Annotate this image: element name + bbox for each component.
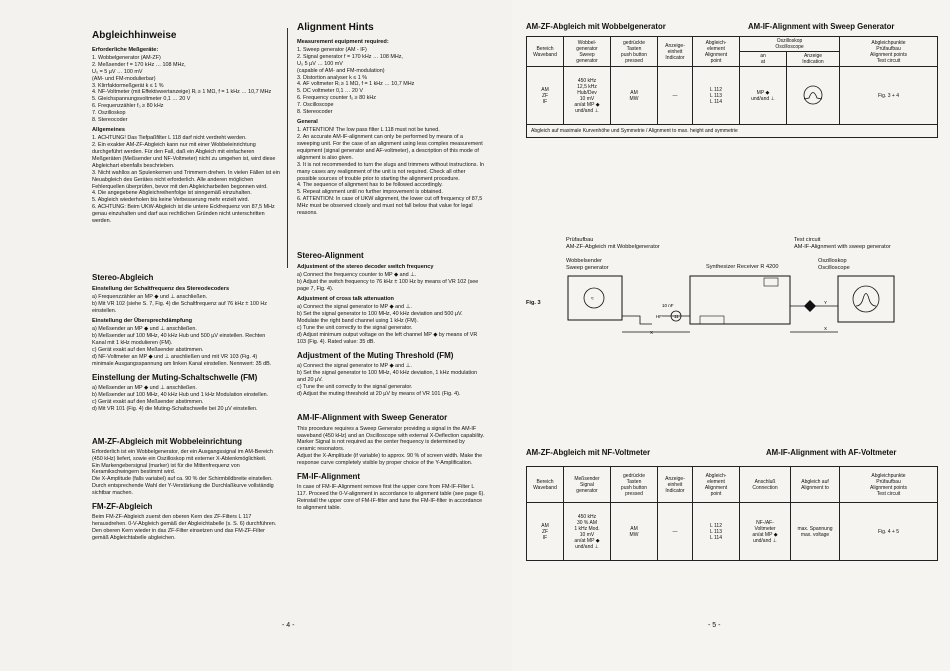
th2-generator: Meßsender Signal generator — [564, 467, 611, 503]
equip-list-en — [297, 47, 485, 116]
list-item: 6. ATTENTION: In case of UKW alignment, the lower cut off frequency of 87,5 MHz must be observed closely and must not fall below that value for legal reasons. — [297, 196, 483, 217]
th2-band: Bereich Waveband — [527, 467, 564, 503]
list-item: 1. Wobbelgenerator (AM-ZF) — [92, 54, 161, 61]
list-item: 7. Oscilloscope — [297, 102, 334, 109]
section1-title-de: AM-ZF-Abgleich mit Wobbelgenerator — [526, 22, 666, 31]
stereo-items1-en — [297, 272, 485, 293]
list-item: (capable of AM- and FM-modulation) — [297, 67, 385, 74]
paragraph: Marker Signal is not required as the center frequency is determined by ceramic resonators. — [297, 439, 465, 453]
title-abgleichhinweise: Abgleichhinweise — [92, 30, 177, 41]
cell2-element: L 112 L 113 L 114 — [693, 503, 740, 561]
stereo-items1-de — [92, 294, 280, 315]
list-item: a) Connect the frequency counter to MP ◆ and ⊥. — [297, 272, 417, 279]
receiver-label: Synthesizer Receiver R 4200 — [706, 264, 779, 270]
capacitor-label: 10 nF — [662, 303, 674, 308]
table-row — [527, 503, 938, 561]
list-item: 5. Abgleich wiederholen bis keine Verbesserung mehr erzielt wird. — [92, 197, 250, 204]
muting-title-en: Adjustment of the Muting Threshold (FM) — [297, 350, 454, 360]
stereo-sub1-de: Einstellung der Schaltfrequenz des Stereodecoders — [92, 286, 230, 293]
cell-indicator: — — [658, 67, 693, 125]
list-item: d) NF-Voltmeter an MP ◆ und ⊥ anschließen und mit VR 103 (Fig. 4) minimale Ausgangsspannung am linken Kanal einstellen. Nennwert: 35 dB. — [92, 353, 272, 367]
list-item: a) Frequenzzähler an MP ◆ und ⊥ anschließen. — [92, 294, 208, 301]
th-element: Abgleich- element Alignment point — [693, 37, 740, 67]
fmzf-title: FM-ZF-Abgleich — [92, 502, 153, 512]
list-item: c) Tune the unit correctly to the signal generator. — [297, 383, 413, 390]
list-item: b) Meßsender auf 100 MHz, 40 kHz Hub und 500 µV einstellen. Rechten Kanal mit 1 kHz modulieren (FM). — [92, 333, 266, 347]
oscilloscope-box — [838, 276, 894, 322]
th2-indicator: Anzeige- einheit Indicator — [658, 467, 693, 503]
stereo-sub1-en: Adjustment of the stereo decoder switch frequency — [297, 264, 434, 271]
list-item: 6. Frequency counter f₀ ≥ 80 kHz — [297, 95, 376, 102]
list-item: d) Mit VR 101 (Fig. 4) die Muting-Schaltschwelle bei 20 µV einstellen. — [92, 405, 258, 412]
cell2-points: Fig. 4 + 5 — [840, 503, 938, 561]
list-item: a) Meßsender an MP ◆ und ⊥ anschließen. — [92, 384, 197, 391]
table-header-row — [527, 37, 938, 52]
fig-test-en2: AM-IF-Alignment with sweep generator — [794, 243, 891, 250]
list-item: (AM- und FM-modulierbar) — [92, 75, 156, 82]
equip-title-de: Erforderliche Meßgeräte: — [92, 46, 159, 53]
svg-text:≈: ≈ — [591, 296, 594, 302]
cell2-indicator: — — [658, 503, 693, 561]
cell-generator: 450 kHz 12,5 kHz Hub/Dev 10 mV an/at MP ◆ und/and ⊥ — [564, 67, 611, 125]
th-osc-at: an at — [740, 52, 787, 67]
list-item: b) Set the signal generator to 100 MHz, 40 kHz deviation, 1 kHz modulation and 20 µV. — [297, 369, 478, 383]
fig-setup-label-de — [566, 237, 660, 251]
amzf-text — [92, 449, 280, 497]
sweep-alignment-table — [526, 36, 938, 138]
list-item: 1. Sweep generator (AM - IF) — [297, 46, 367, 53]
cell-push: AM MW — [611, 67, 658, 125]
list-item: c) Tune the unit correctly to the signal generator. — [297, 324, 413, 331]
sweep-generator-dial — [584, 288, 604, 308]
stereo-items2-en — [297, 304, 485, 345]
list-item: 1. ACHTUNG! Das Tiefpaßfilter L 118 darf nicht verdreht werden. — [92, 135, 247, 142]
th-indicator: Anzeige- einheit Indicator — [658, 37, 693, 67]
muting-title-de: Einstellung der Muting-Schaltschwelle (FM) — [92, 372, 258, 382]
th2-element: Abgleich- element Alignment point — [693, 467, 740, 503]
cell-osc-indication — [787, 67, 840, 125]
general-list-en — [297, 127, 485, 217]
list-item: 6. ACHTUNG: Beim UKW-Abgleich ist die untere Eckfrequenz von 87,5 MHz genau einzuhalten und darf aus rechtlichen Gründen nicht unterschritten werden. — [92, 204, 275, 225]
th-oscilloscope: Oszilloskop Oscilloscope — [740, 37, 840, 52]
list-item: 5. Repeat alignment until no further improvement is obtained. — [297, 189, 443, 196]
list-item: b) Meßsender auf 100 MHz, 40 kHz Hub und 1 kHz Modulation einstellen. — [92, 391, 269, 398]
section1-title-en: AM-IF-Alignment with Sweep Generator — [748, 22, 895, 31]
section2-title-de: AM-ZF-Abgleich mit NF-Voltmeter — [526, 448, 651, 457]
cell2-band: AM ZF IF — [527, 503, 564, 561]
list-item: 4. AF voltmeter Rᵢ ≥ 1 MΩ, f = 1 kHz … 10,7 MHz — [297, 81, 415, 88]
stereo-title-en: Stereo-Alignment — [297, 250, 364, 260]
list-item: 4. The sequence of alignment has to be followed accordingly. — [297, 182, 443, 189]
list-item: 3. Nicht wahllos an Spulenkernen und Trimmern drehen. In vielen Fällen ist ein Neuabgleich des Gerätes nicht erforderlich. Alle anderen möglichen Fehlerquellen überprüfen, bevor mit den Abgleicharbeiten begonnen wird. — [92, 169, 280, 190]
list-item: b) Adjust the switch frequency to 76 kHz ± 100 Hz by means of VR 102 (see page 7, Fig. 4). — [297, 279, 479, 293]
column-divider — [287, 28, 288, 268]
sweep-generator-en-label: Sweep generator — [566, 264, 609, 271]
paragraph: Adjust the X-Amplitude (if variable) to approx. 90 % of screen width. Make the response curve completely visible by proper choice of the Y-Amplification. — [297, 453, 483, 467]
amif-title: AM-IF-Alignment with Sweep Generator — [297, 413, 448, 423]
cell2-push: AM MW — [611, 503, 658, 561]
y-label: Y — [824, 300, 828, 305]
oszilloskop-label: Oszilloskop — [818, 258, 847, 264]
hf-label: HF — [656, 314, 662, 319]
test-circuit-diagram — [512, 272, 950, 352]
list-item: 3. It is not recommended to turn the slugs and trimmers without instructions. In many cases any realignment of the unit is not required. Check all other possible sources of trouble prior to starting the alignment procedure. — [297, 161, 484, 182]
table-row — [527, 67, 938, 125]
list-item: U₀ = 5 µV … 100 mV — [92, 68, 143, 75]
list-item: b) Mit VR 102 (siehe S. 7, Fig. 4) die Schaltfrequenz auf 76 kHz ± 100 Hz einstellen. — [92, 301, 267, 315]
svg-text:11: 11 — [674, 314, 679, 319]
cell-element: L 112 L 113 L 114 — [693, 67, 740, 125]
list-item: c) Gerät exakt auf den Meßsender abstimmen. — [92, 398, 204, 405]
stereo-sub2-de: Einstellung der Übersprechdämpfung — [92, 318, 193, 325]
mp-diamond-marker — [804, 300, 816, 312]
list-item: a) Connect the signal generator to MP ◆ and ⊥. — [297, 304, 412, 311]
paragraph: Ein Markengebersignal (marker) ist für die Mittenfrequenz von Keramikschwingern bestimmt wird. — [92, 462, 240, 476]
cell-band: AM ZF IF — [527, 67, 564, 125]
x-label-right: X — [824, 326, 828, 331]
list-item: c) Gerät exakt auf den Meßsender abstimmen. — [92, 346, 204, 353]
english-column — [297, 22, 485, 512]
cell2-alignment-to: max. Spannung max. voltage — [791, 503, 840, 561]
list-item: 4. Die angegebene Abgleichreihenfolge ist sinngemäß einzuhalten. — [92, 190, 252, 197]
th-osc-indication: Anzeige Indication — [787, 52, 840, 67]
page-number-left: - 4 - — [282, 622, 295, 629]
stereo-title-de: Stereo-Abgleich — [92, 272, 154, 282]
x-label-left: X — [650, 330, 654, 335]
section2-title-en: AM-IF-Alignment with AF-Voltmeter — [766, 448, 897, 457]
response-curve-icon — [800, 85, 826, 105]
right-page — [512, 0, 950, 671]
list-item: 5. DC voltmeter 0,1 … 20 V — [297, 88, 363, 95]
amif-text — [297, 426, 485, 467]
th2-connection: Anschluß Connection — [740, 467, 791, 503]
stereo-sub2-en: Adjustment of cross talk attenuation — [297, 296, 394, 303]
sweep-generator-box — [568, 276, 622, 320]
fmif-title: FM-IF-Alignment — [297, 472, 361, 482]
th2-alignment-to: Abgleich auf Alignment to — [791, 467, 840, 503]
th2-points: Abgleichpunkte Prüfaufbau Alignment points Test circuit — [840, 467, 938, 503]
general-list-de — [92, 135, 280, 225]
af-voltmeter-alignment-table — [526, 466, 938, 561]
list-item: 3. Distortion analyser k ≤ 1 % — [297, 74, 368, 81]
equip-title-en: Measurement equipment required: — [297, 38, 389, 45]
list-item: 4. NF-Voltmeter (mit Effektivwertanzeige) Rᵢ ≥ 1 MΩ, f = 1 kHz … 10,7 MHz — [92, 89, 272, 96]
general-title-en: General — [297, 119, 318, 126]
list-item: 2. An accurate AM-IF-alignment can only be performed by means of a sweeping unit. For the case of an alignment using less complex measurement equipment (signal generator and AF-voltmeter), a description of this mode of alignment is also given. — [297, 134, 483, 161]
general-title-de: Allgemeines — [92, 127, 125, 134]
list-item: a) Connect the signal generator to MP ◆ and ⊥. — [297, 362, 412, 369]
sweep-generator-label — [566, 258, 609, 272]
list-item: 3. Klirrfaktormeßgerät k ≤ 1 % — [92, 82, 164, 89]
list-item: 8. Stereocoder — [297, 109, 333, 116]
list-item: 2. Signal generator f = 170 kHz … 108 MHz, — [297, 53, 403, 60]
cell-osc-at: MP ◆ und/and ⊥ — [740, 67, 787, 125]
th-push: gedrückte Tasten push button pressed — [611, 37, 658, 67]
list-item: 1. ATTENTION! The low pass filter L 118 must not be tuned. — [297, 127, 440, 134]
list-item: 8. Stereocoder — [92, 117, 128, 124]
oscilloscope-en-label: Oscilloscope — [818, 264, 850, 271]
table-header-row — [527, 467, 938, 503]
alignment-note: Abgleich auf maximale Kurvenhöhe und Symmetrie / Alignment to max. height and symmetrie — [527, 125, 938, 138]
list-item: b) Set the signal generator to 100 MHz, 40 kHz deviation and 500 µV. Modulate the right band channel using 1 kHz (FM). — [297, 311, 463, 325]
fmzf-text: Beim FM-ZF-Abgleich zuerst den oberen Kern des ZF-Filters L 117 herausdrehen. 0-V-Abgleich gemäß der Abgleichtabelle (s. S. 6) durchführen. Den oberen Kern wieder in das ZF-Filter einsetzen und das FM-ZF-Filter gemäß Abgleichtabelle abgleichen. — [92, 514, 277, 542]
german-column — [92, 30, 280, 542]
fig-test-en: Test circuit — [794, 237, 821, 243]
th-band: Bereich Waveband — [527, 37, 564, 67]
list-item: 5. Gleichspannungsvoltmeter 0,1 … 20 V — [92, 96, 191, 103]
oscilloscope-label — [818, 258, 850, 272]
list-item: d) Adjust minimum output voltage on the left channel MP ◆ by means of VR 103 (Fig. 4). Rated value: 35 dB. — [297, 331, 478, 345]
list-item: 2. Meßsender f = 170 kHz … 108 MHz, — [92, 61, 186, 68]
paragraph: This procedure requires a Sweep Generator providing a signal in the AM-IF waveband (450 kHz) and an Oscilloscope with external X-Deflection capability. — [297, 425, 485, 439]
th-generator: Wobbel- generator Sweep generator — [564, 37, 611, 67]
list-item: 6. Frequenzzähler f₀ ≥ 80 kHz — [92, 103, 164, 110]
table-note-row — [527, 125, 938, 138]
fmif-text: In case of FM-IF-Alignment remove first the upper core from FM-IF-Filter L 117. Proceed the 0-V-alignment in accordance to alignment table (see page 6). Reinstall the upper core of FM-IF-filter and tune the FM-IF-filter in accordance to alignment table. — [297, 484, 485, 512]
th-points: Abgleichpunkte Prüfaufbau Alignment points Test circuit — [840, 37, 938, 67]
oscilloscope-screen — [853, 286, 879, 312]
list-item: d) Adjust the muting threshold at 20 µV by means of VR 101 (Fig. 4). — [297, 390, 461, 397]
paragraph: Die X-Amplitude (falls variabel) auf ca. 90 % der Schirmbildbreite einstellen. Durch entsprechende Wahl der Y-Verstärkung die Durchlaßkurve vollständig sichtbar machen. — [92, 476, 274, 497]
title-alignment-hints: Alignment Hints — [297, 22, 374, 33]
paragraph: Erforderlich ist ein Wobbelgenerator, der ein Ausgangssignal im AM-Bereich (450 kHz) liefert, sowie ein Oszilloskop mit externer X-Ablenkmöglichkeit. — [92, 448, 273, 462]
fig3-label: Fig. 3 — [526, 300, 541, 306]
fig-setup-de: Prüfaufbau — [566, 237, 594, 243]
cell2-connection: NF-/AF- Voltmeter an/at MP ◆ und/and ⊥ — [740, 503, 791, 561]
equip-list-de — [92, 55, 280, 124]
list-item: 2. Ein exakter AM-ZF-Abgleich kann nur mit einer Wobbeleinrichtung durchgeführt werden. Für den Fall, daß ein Abgleich mit einfacheren Meßgeräten (Meßsender und NF-Voltmeter) nicht zu umgehen ist, wird diese Abgleichart ebenfalls beschrieben. — [92, 142, 276, 169]
cell2-generator: 450 kHz 30 % AM 1 kHz Mod. 10 mV an/at MP ◆ und/and ⊥ — [564, 503, 611, 561]
fig-test-label-en — [794, 237, 891, 251]
receiver-box — [690, 276, 790, 324]
fig-setup-de2: AM-ZF-Abgleich mit Wobbelgenerator — [566, 243, 660, 250]
stereo-items2-de — [92, 326, 280, 367]
list-item: 7. Oszilloskop — [92, 110, 126, 117]
amzf-title: AM-ZF-Abgleich mit Wobbeleinrichtung — [92, 436, 243, 446]
th2-push: gedrückte Tasten push button pressed — [611, 467, 658, 503]
muting-items-de — [92, 385, 280, 413]
page-number-right: - 5 - — [708, 622, 721, 629]
muting-items-en — [297, 363, 485, 398]
list-item: U₀ 5 µV … 100 mV — [297, 60, 343, 67]
list-item: a) Meßsender an MP ◆ und ⊥ anschließen. — [92, 326, 197, 333]
cell-points: Fig. 3 + 4 — [840, 67, 938, 125]
wobbelsender-label: Wobbelsender — [566, 258, 602, 264]
